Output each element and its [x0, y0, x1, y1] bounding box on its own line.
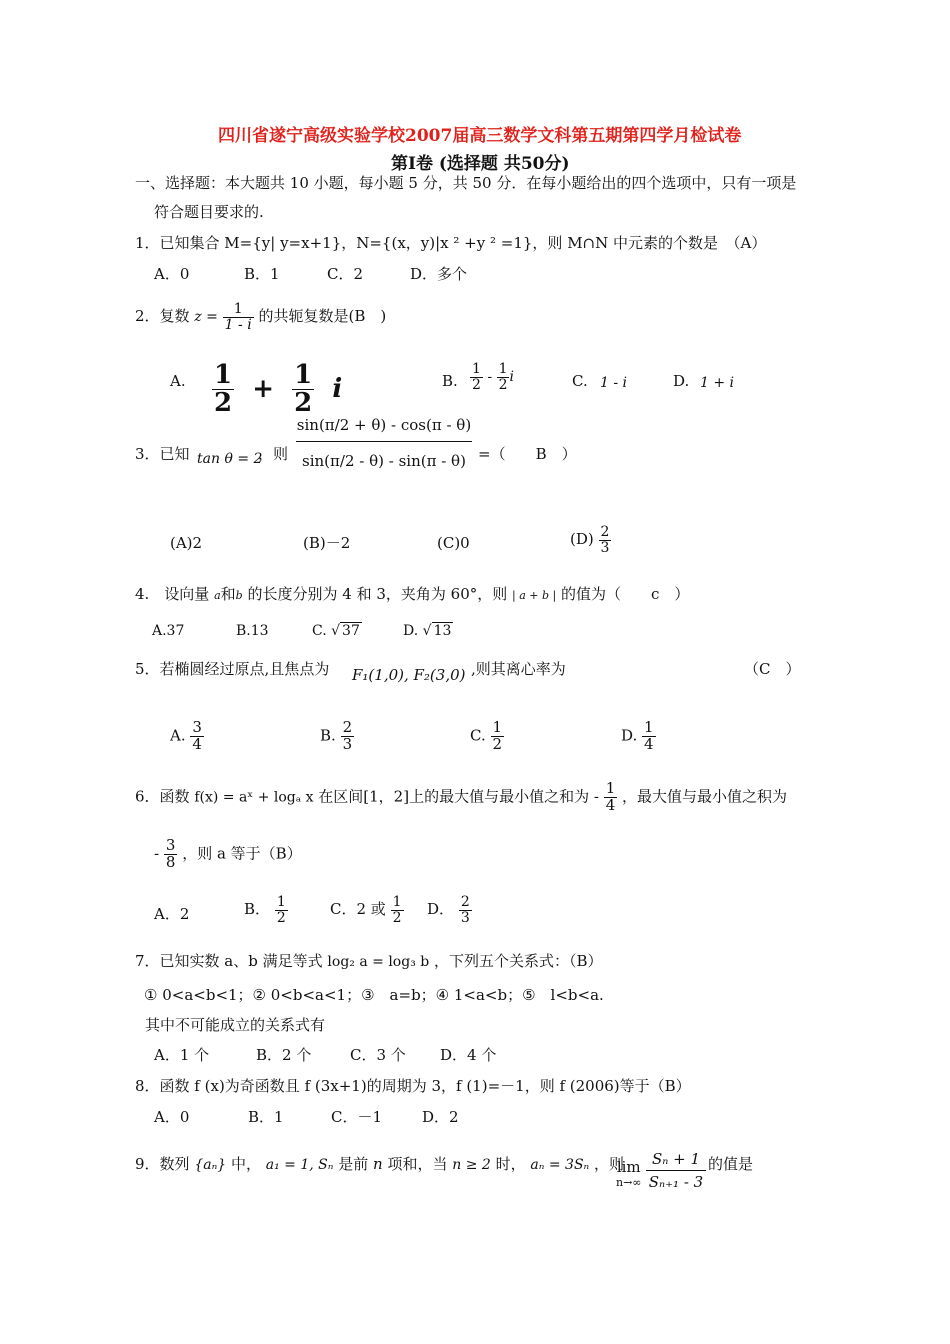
- q9-t3: 项和，当: [387, 1155, 448, 1173]
- q4-text-a: 4. 设向量: [135, 585, 210, 603]
- q6-b-label: B．: [244, 900, 271, 919]
- q5-b-label: B.: [320, 726, 336, 745]
- q2-option-b-expr: [470, 362, 514, 392]
- q5-c-frac: [491, 720, 505, 753]
- q3-fraction-den: sin(π/2 - θ) - sin(π - θ): [302, 452, 466, 470]
- q2-fraction-num: 1: [223, 302, 254, 318]
- q9-lim-sub: n→∞: [616, 1176, 642, 1189]
- q9-limit: [616, 1160, 641, 1188]
- q9-t5: ，则: [594, 1155, 625, 1173]
- q9-seq: {aₙ}: [194, 1157, 227, 1173]
- q3-condition: tan θ = 2: [197, 451, 263, 467]
- section-title: 第Ⅰ卷 (选择题 共50分): [391, 154, 570, 174]
- q6-mid: 在区间[1，2]上的最大值与最小值之和为 -: [318, 787, 599, 806]
- q1-option-c: C．2: [327, 265, 364, 283]
- q5-d-den: 4: [644, 734, 654, 753]
- q4-text-c: 的值为（ c ）: [561, 585, 690, 603]
- q3-d-num: 2: [600, 524, 610, 540]
- q8-stem: 8．函数 f (x)为奇函数且 f (3x+1)的周期为 3，f (1)=－1，则 f (2006)等于（B）: [135, 1077, 691, 1095]
- q2-a-frac-2: [292, 362, 314, 418]
- q3-option-b: (B)－2: [303, 534, 351, 552]
- q6-c-den: 2: [392, 909, 402, 926]
- q8-option-a: A．0: [154, 1108, 190, 1126]
- q2-a-frac-1-num: 1: [214, 360, 233, 390]
- q5-d-num: 1: [644, 718, 654, 736]
- q2-option-c-expr: 1 - i: [600, 375, 628, 391]
- q4-d-val: 13: [433, 623, 452, 639]
- q5-b-num: 2: [342, 718, 353, 736]
- q4-c-val: 37: [342, 623, 360, 639]
- q3-option-c: (C)0: [437, 534, 470, 552]
- q3-option-d-label: (D): [570, 530, 594, 549]
- q6-c-frac: [391, 895, 404, 925]
- q9-t2: 是前: [338, 1155, 369, 1173]
- q2-option-b-label: B.: [442, 372, 458, 390]
- q7-suffix: ，下列五个关系式：（B）: [434, 952, 603, 970]
- q9-stem: [135, 1157, 624, 1172]
- q6-prefix: 6．函数: [135, 787, 190, 806]
- q1-option-d: D．多个: [410, 265, 468, 283]
- q5-b-den: 3: [342, 734, 353, 753]
- q9-lim: lim: [616, 1158, 641, 1176]
- q2-fraction: [223, 302, 254, 332]
- q6-prod-sign: -: [154, 844, 160, 863]
- q9-tail: 的值是: [708, 1155, 754, 1173]
- q6-b-den: 2: [276, 909, 286, 926]
- q2-b-frac-1: [470, 362, 483, 392]
- q7-stem: [135, 954, 603, 969]
- q9-n: n: [373, 1155, 383, 1173]
- q6-stem: [135, 781, 787, 814]
- q3-option-d-frac: [599, 525, 612, 555]
- q2-stem: [135, 302, 386, 332]
- q6-d-label: D．: [427, 900, 455, 919]
- instructions-line-2: 符合题目要求的.: [154, 203, 264, 221]
- q3-option-a: (A)2: [170, 534, 203, 552]
- q2-option-c-label: C.: [572, 372, 588, 390]
- q4-abs-expr: | a + b |: [512, 589, 557, 602]
- q6-b-frac: [275, 895, 288, 925]
- q6-c-num: 1: [392, 894, 402, 910]
- page-title: 四川省遂宁高级实验学校2007届高三数学文科第五期第四学月检试卷: [218, 126, 742, 146]
- q7-option-a: A．1 个: [154, 1046, 210, 1064]
- q2-fraction-den: 1 - i: [224, 316, 252, 333]
- q2-b-i: i: [509, 369, 514, 386]
- q7-relations: ① 0<a<b<1；② 0<b<a<1；③ a=b；④ 1<a<b；⑤ l<b<a.: [144, 986, 604, 1004]
- q2-a-frac-1-den: 2: [214, 388, 233, 419]
- q7-option-c: C．3 个: [350, 1046, 406, 1064]
- q5-c-num: 1: [492, 718, 503, 736]
- q3-mid: ，则: [258, 445, 289, 463]
- q5-option-b: [320, 720, 354, 753]
- q6-prod-frac: [164, 838, 178, 871]
- q6-option-c: [330, 895, 404, 925]
- q2-b-frac-1-den: 2: [472, 376, 481, 393]
- q4-option-a: A.37: [152, 623, 185, 639]
- q9-fraction: [646, 1152, 706, 1190]
- q9-t1: 中，: [230, 1155, 261, 1173]
- q9-cond3: aₙ = 3Sₙ: [530, 1157, 590, 1173]
- q6-option-d: [427, 895, 472, 925]
- q2-b-frac-1-num: 1: [472, 361, 481, 377]
- q1-option-b: B．1: [244, 265, 280, 283]
- q9-cond2: n ≥ 2: [452, 1157, 491, 1173]
- q6-c-label: C．2 或: [330, 900, 386, 919]
- q2-option-d-expr: 1 + i: [700, 375, 735, 391]
- q5-a-label: A.: [170, 726, 186, 745]
- q4-d-label: D.: [403, 623, 419, 639]
- q2-a-plus: +: [243, 373, 284, 404]
- q3-suffix: =（ B ）: [478, 445, 577, 463]
- q8-option-d: D．2: [422, 1108, 459, 1126]
- q5-b-frac: [341, 720, 355, 753]
- q2-option-a-expr: [212, 362, 342, 418]
- q2-a-i: i: [323, 373, 343, 404]
- q3-option-d: [570, 525, 611, 555]
- q6-prod-den: 8: [165, 852, 176, 871]
- q2-a-frac-2-den: 2: [294, 388, 313, 419]
- q2-a-frac-2-num: 1: [294, 360, 313, 390]
- q6-product: [154, 838, 302, 871]
- q5-stem: 5．若椭圆经过原点,且焦点为: [135, 660, 330, 678]
- q5-d-frac: [642, 720, 656, 753]
- q4-stem: 4. 设向量 a和b 的长度分别为 4 和 3，夹角为 60°，则 | a + b | 的值为（ c ）: [135, 585, 690, 603]
- q2-option-d-label: D.: [673, 372, 690, 390]
- q6-option-b: [244, 895, 288, 925]
- q2-b-frac-2-den: 2: [498, 376, 508, 393]
- q5-a-frac: [190, 720, 204, 753]
- q4-option-b: B.13: [236, 623, 269, 639]
- q5-c-label: C.: [470, 726, 486, 745]
- q3-d-den: 3: [600, 539, 610, 556]
- q2-b-frac-2-num: 1: [498, 361, 508, 377]
- q5-answer: （C ）: [744, 660, 801, 678]
- q2-option-a-label: A.: [170, 372, 186, 390]
- q2-a-frac-1: [212, 362, 234, 418]
- q2-b-minus: -: [487, 369, 493, 386]
- q6-d-num: 2: [460, 894, 470, 910]
- q3-prefix: 3．已知: [135, 445, 190, 463]
- q4-vector-b: b: [235, 589, 243, 602]
- q2-prefix: 2．复数: [135, 307, 190, 326]
- q6-d-frac: [459, 895, 472, 925]
- q5-option-a: [170, 720, 204, 753]
- q7-option-b: B．2 个: [256, 1046, 312, 1064]
- q4-text-b: 的长度分别为 4 和 3，夹角为 60°，则: [247, 585, 508, 603]
- q6-b-num: 1: [276, 894, 286, 910]
- q2-b-frac-2: [497, 362, 510, 392]
- q1-stem: 1．已知集合 M={y| y=x+1}，N={(x，y)|x ² +y ² =1}，则 M∩N 中元素的个数是 （A）: [135, 234, 767, 252]
- q3-fraction: [296, 418, 472, 469]
- q4-vector-a: a: [214, 589, 221, 602]
- q7-eq: log₂ a = log₃ b: [327, 954, 430, 970]
- q5-suffix: ,则其离心率为: [471, 660, 566, 678]
- q6-prod-num: 3: [165, 836, 176, 854]
- q5-a-num: 3: [192, 718, 202, 736]
- q6-fx: f(x) = aˣ + logₐ x: [194, 789, 314, 806]
- q5-d-label: D.: [621, 726, 638, 745]
- q7-question: 其中不可能成立的关系式有: [145, 1016, 326, 1034]
- q5-a-den: 4: [192, 734, 202, 753]
- q6-option-a: A．2: [154, 905, 190, 923]
- instructions-line-1: 一、选择题：本大题共 10 小题，每小题 5 分，共 50 分．在每小题给出的四个选项中，只有一项是: [135, 174, 797, 192]
- q6-tail: ，最大值与最小值之积为: [622, 787, 788, 806]
- q5-option-c: [470, 720, 504, 753]
- q9-t4: 时，: [495, 1155, 526, 1173]
- q9-cond1: a₁ = 1, Sₙ: [265, 1157, 334, 1173]
- q9-den: Sₙ₊₁ - 3: [648, 1173, 704, 1191]
- q8-option-b: B．1: [248, 1108, 284, 1126]
- q6-answer: ，则 a 等于（B）: [182, 844, 302, 863]
- q9-prefix: 9．数列: [135, 1155, 190, 1173]
- q4-c-label: C.: [312, 623, 327, 639]
- q1-option-a: A．0: [154, 265, 190, 283]
- q6-sum-den: 4: [605, 795, 616, 814]
- q5-option-d: [621, 720, 656, 753]
- q6-sum-frac: [604, 781, 618, 814]
- q4-option-d: D. √ 13: [403, 623, 452, 639]
- q2-z: z =: [194, 309, 218, 326]
- q9-num: Sₙ + 1: [646, 1152, 706, 1171]
- q4-option-c: C. √ 37: [312, 623, 360, 639]
- q2-suffix: 的共轭复数是(B ): [258, 307, 387, 326]
- q6-d-den: 3: [460, 909, 470, 926]
- q7-prefix: 7．已知实数 a、b 满足等式: [135, 952, 323, 970]
- q6-sum-num: 1: [605, 779, 616, 797]
- q5-c-den: 2: [492, 734, 503, 753]
- q8-option-c: C．－1: [331, 1108, 383, 1126]
- q7-option-d: D．4 个: [440, 1046, 497, 1064]
- q5-foci: F₁(1,0), F₂(3,0): [352, 666, 466, 684]
- q3-fraction-num: sin(π/2 + θ) - cos(π - θ): [296, 418, 472, 442]
